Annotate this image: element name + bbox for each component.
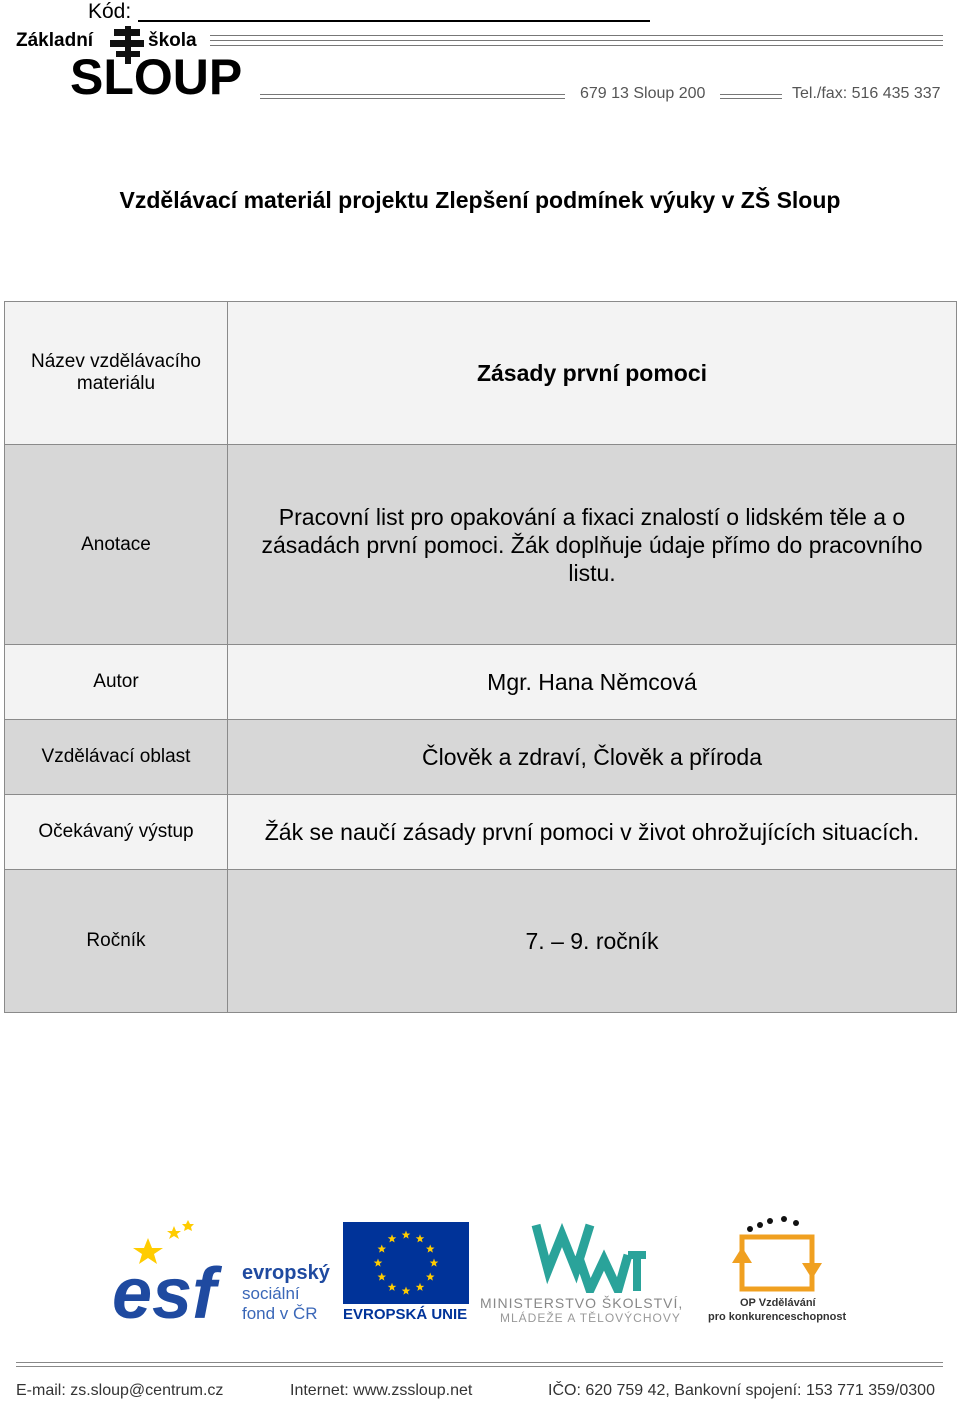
code-input-line [138, 20, 650, 22]
eu-text: EVROPSKÁ UNIE [343, 1306, 468, 1323]
msmt-text-1: MINISTERSTVO ŠKOLSTVÍ, [480, 1295, 684, 1311]
school-name-word-1: Základní [16, 30, 94, 51]
table-row [5, 795, 957, 870]
esf-text-3: fond v ČR [242, 1304, 318, 1323]
header-rule [720, 94, 782, 95]
footer-website: Internet: www.zssloup.net [290, 1382, 473, 1399]
row-value-author: Mgr. Hana Němcová [228, 645, 957, 720]
op-text-1: OP Vzdělávání [740, 1297, 816, 1309]
table-row [5, 645, 957, 720]
header-rule [210, 45, 943, 46]
op-education-logo [706, 1215, 854, 1330]
row-label-education-area: Vzdělávací oblast [5, 720, 228, 795]
school-telfax: Tel./fax: 516 435 337 [792, 85, 941, 102]
school-logo-text: SLOUP [70, 49, 243, 105]
esf-text-2: sociální [242, 1284, 300, 1303]
row-label-author: Autor [5, 645, 228, 720]
row-value-expected-outcome: Žák se naučí zásady první pomoci v život ohrožujících situacích. [228, 795, 957, 870]
eu-flag-logo [343, 1222, 469, 1322]
row-label-material-name: Název vzdělávacího materiálu [5, 302, 228, 445]
table-row [5, 445, 957, 645]
row-label-expected-outcome: Očekávaný výstup [5, 795, 228, 870]
msmt-mark-icon [478, 1215, 700, 1293]
esf-logo [112, 1218, 334, 1328]
header-rule [210, 40, 943, 41]
esf-text-1: evropský [242, 1262, 330, 1284]
school-name-word-2: škola [148, 30, 197, 51]
document-title: Vzdělávací materiál projektu Zlepšení podmínek výuky v ZŠ Sloup [119, 187, 841, 213]
code-label: Kód: [88, 0, 132, 23]
row-value-material-name: Zásady první pomoci [228, 302, 957, 445]
msmt-logo [478, 1215, 700, 1330]
row-value-education-area: Člověk a zdraví, Člověk a příroda [228, 720, 957, 795]
svg-text:esf: esf [112, 1254, 217, 1328]
op-mark-icon [706, 1215, 854, 1295]
table-row [5, 720, 957, 795]
eu-flag-icon [343, 1222, 469, 1304]
footer-rule [16, 1362, 943, 1367]
material-info-table [4, 301, 957, 1013]
header-rule [260, 94, 565, 95]
school-address: 679 13 Sloup 200 [580, 85, 706, 102]
table-row [5, 302, 957, 445]
row-value-annotation: Pracovní list pro opakování a fixaci znalostí o lidském těle a o zásadách první pomoci. Žák doplňuje údaje přímo do pracovního listu. [228, 445, 957, 645]
header-rule [210, 35, 943, 36]
footer-email: E-mail: zs.sloup@centrum.cz [16, 1382, 224, 1399]
header-rule [260, 98, 565, 99]
table-row [5, 870, 957, 1013]
row-label-annotation: Anotace [5, 445, 228, 645]
row-value-grade: 7. – 9. ročník [228, 870, 957, 1013]
op-text-2: pro konkurenceschopnost [708, 1311, 847, 1323]
header-rule [720, 98, 782, 99]
row-label-grade: Ročník [5, 870, 228, 1013]
msmt-text-2: MLÁDEŽE A TĚLOVÝCHOVY [500, 1311, 681, 1325]
footer-company-id: IČO: 620 759 42, Bankovní spojení: 153 771 359/0300 [548, 1382, 935, 1399]
